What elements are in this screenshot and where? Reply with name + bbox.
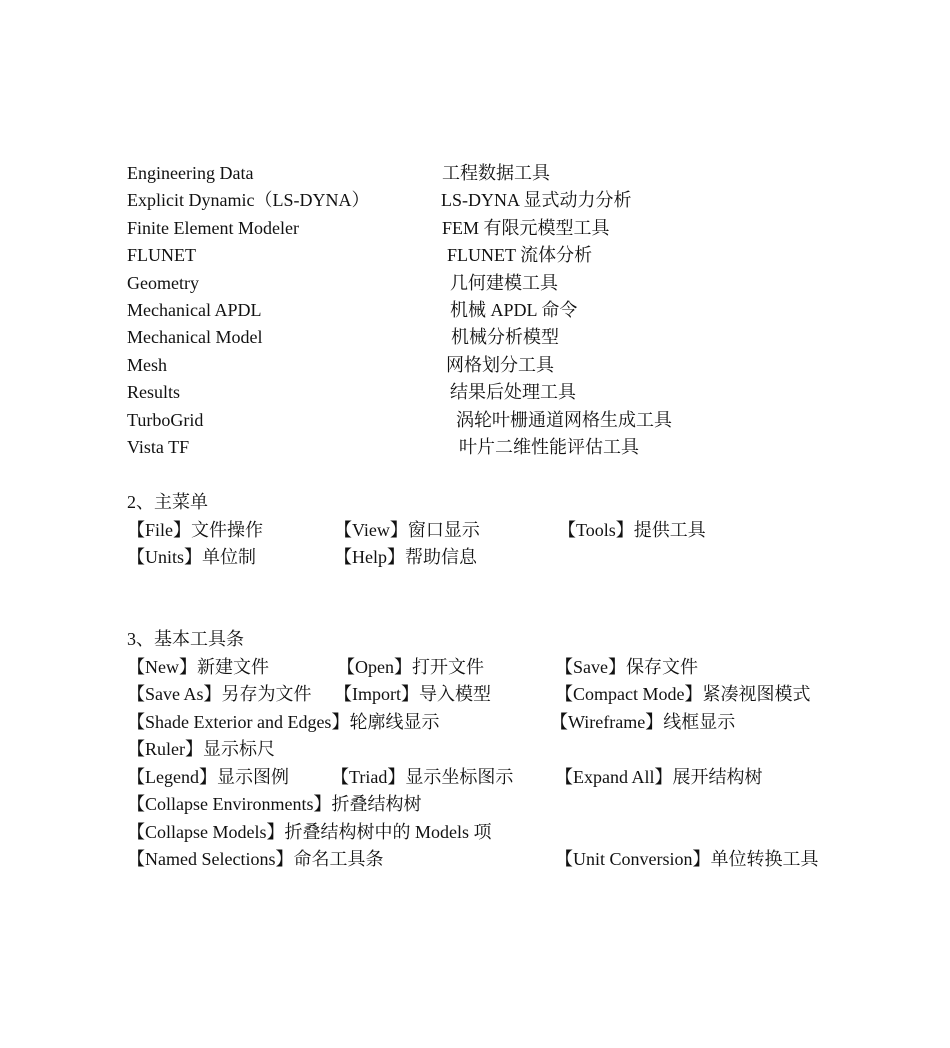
tool-name: Mechanical APDL [127, 300, 262, 320]
tool-description: 叶片二维性能评估工具 [459, 437, 639, 457]
tool-name: Vista TF [127, 437, 190, 457]
tool-name: Geometry [127, 273, 199, 293]
toolbar-item-wireframe: 【Wireframe】线框显示 [550, 712, 736, 732]
toolbar-item-named-selections: 【Named Selections】命名工具条 [127, 849, 384, 869]
toolbar-item-expand-all: 【Expand All】展开结构树 [555, 767, 763, 787]
menu-item-tools: 【Tools】提供工具 [558, 520, 706, 540]
toolbar-item-triad: 【Triad】显示坐标图示 [331, 767, 514, 787]
tool-name: Mechanical Model [127, 327, 263, 347]
tool-description: LS-DYNA 显式动力分析 [441, 190, 632, 210]
toolbar-item-collapse-models: 【Collapse Models】折叠结构树中的 Models 项 [127, 822, 492, 842]
section-heading-toolbar: 3、基本工具条 [127, 629, 244, 649]
tool-description: 网格划分工具 [446, 355, 554, 375]
tool-name: TurboGrid [127, 410, 204, 430]
menu-item-view: 【View】窗口显示 [334, 520, 480, 540]
tool-description: 涡轮叶栅通道网格生成工具 [456, 410, 672, 430]
toolbar-item-unit-conversion: 【Unit Conversion】单位转换工具 [555, 849, 819, 869]
toolbar-item-ruler: 【Ruler】显示标尺 [127, 739, 275, 759]
tool-description: 机械 APDL 命令 [450, 300, 578, 320]
tool-name: Mesh [127, 355, 167, 375]
tool-description: FEM 有限元模型工具 [442, 218, 610, 238]
tool-description: FLUNET 流体分析 [447, 245, 593, 265]
toolbar-item-open: 【Open】打开文件 [337, 657, 484, 677]
tool-name: Engineering Data [127, 163, 254, 183]
menu-item-units: 【Units】单位制 [127, 547, 257, 567]
section-heading-main-menu: 2、主菜单 [127, 492, 208, 512]
toolbar-item-new: 【New】新建文件 [127, 657, 269, 677]
tool-description: 工程数据工具 [442, 163, 550, 183]
toolbar-item-shade-exterior-edges: 【Shade Exterior and Edges】轮廓线显示 [127, 712, 440, 732]
tool-name: Explicit Dynamic（LS-DYNA） [127, 190, 370, 210]
toolbar-item-legend: 【Legend】显示图例 [127, 767, 289, 787]
tool-description: 机械分析模型 [451, 327, 559, 347]
toolbar-item-save: 【Save】保存文件 [555, 657, 698, 677]
tool-name: Results [127, 382, 181, 402]
menu-item-help: 【Help】帮助信息 [334, 547, 477, 567]
tool-description: 几何建模工具 [450, 273, 558, 293]
tool-name: Finite Element Modeler [127, 218, 299, 238]
toolbar-item-import: 【Import】导入模型 [334, 684, 491, 704]
tool-description: 结果后处理工具 [450, 382, 576, 402]
toolbar-item-compact-mode: 【Compact Mode】紧凑视图模式 [555, 684, 811, 704]
menu-item-file: 【File】文件操作 [127, 520, 264, 540]
toolbar-item-save-as: 【Save As】另存为文件 [127, 684, 312, 704]
toolbar-item-collapse-environments: 【Collapse Environments】折叠结构树 [127, 794, 422, 814]
tool-name: FLUNET [127, 245, 196, 265]
